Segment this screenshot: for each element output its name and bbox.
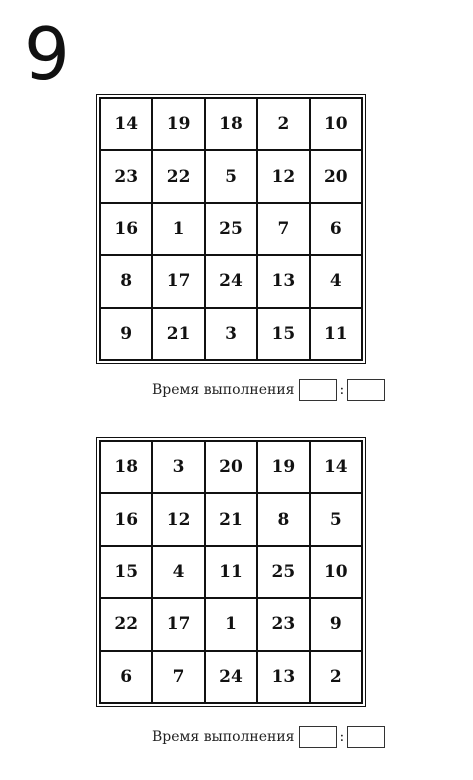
table-cell: 23 bbox=[101, 151, 153, 203]
table-cell: 1 bbox=[153, 204, 205, 256]
seconds-input-box[interactable] bbox=[347, 379, 385, 401]
table-cell: 18 bbox=[101, 442, 153, 494]
table-cell: 9 bbox=[101, 309, 153, 361]
table-cell: 16 bbox=[101, 494, 153, 546]
table-grid bbox=[99, 97, 363, 361]
table-cell: 18 bbox=[206, 99, 258, 151]
table-cell: 8 bbox=[101, 256, 153, 308]
table-cell: 7 bbox=[153, 652, 205, 704]
table-cell: 20 bbox=[206, 442, 258, 494]
table-cell: 3 bbox=[206, 309, 258, 361]
table-cell: 6 bbox=[311, 204, 363, 256]
table-cell: 4 bbox=[311, 256, 363, 308]
table-cell: 24 bbox=[206, 256, 258, 308]
table-cell: 22 bbox=[153, 151, 205, 203]
table-cell: 3 bbox=[153, 442, 205, 494]
table-cell: 13 bbox=[258, 652, 310, 704]
table-cell: 19 bbox=[153, 99, 205, 151]
minutes-input-box[interactable] bbox=[299, 379, 337, 401]
table-cell: 5 bbox=[311, 494, 363, 546]
table-cell: 16 bbox=[101, 204, 153, 256]
table-cell: 25 bbox=[206, 204, 258, 256]
table-grid bbox=[99, 440, 363, 704]
table-cell: 14 bbox=[101, 99, 153, 151]
table-cell: 17 bbox=[153, 599, 205, 651]
table-cell: 12 bbox=[258, 151, 310, 203]
table-cell: 4 bbox=[153, 547, 205, 599]
table-cell: 19 bbox=[258, 442, 310, 494]
seconds-input-box[interactable] bbox=[347, 726, 385, 748]
table-cell: 11 bbox=[311, 309, 363, 361]
table-cell: 11 bbox=[206, 547, 258, 599]
minutes-input-box[interactable] bbox=[299, 726, 337, 748]
table-cell: 2 bbox=[258, 99, 310, 151]
table-cell: 14 bbox=[311, 442, 363, 494]
table-cell: 24 bbox=[206, 652, 258, 704]
completion-time-row-1 bbox=[152, 378, 385, 402]
table-cell: 13 bbox=[258, 256, 310, 308]
table-cell: 23 bbox=[258, 599, 310, 651]
table-cell: 8 bbox=[258, 494, 310, 546]
table-cell: 2 bbox=[311, 652, 363, 704]
time-separator: : bbox=[339, 382, 345, 398]
table-cell: 12 bbox=[153, 494, 205, 546]
completion-time-row-2 bbox=[152, 725, 385, 749]
table-cell: 10 bbox=[311, 99, 363, 151]
table-cell: 1 bbox=[206, 599, 258, 651]
completion-time-label: Время выполнения bbox=[152, 382, 295, 398]
schulte-table-2 bbox=[96, 437, 366, 707]
table-cell: 7 bbox=[258, 204, 310, 256]
schulte-table-1 bbox=[96, 94, 366, 364]
table-cell: 15 bbox=[258, 309, 310, 361]
time-separator: : bbox=[339, 729, 345, 745]
table-cell: 21 bbox=[206, 494, 258, 546]
table-cell: 25 bbox=[258, 547, 310, 599]
table-cell: 5 bbox=[206, 151, 258, 203]
table-cell: 17 bbox=[153, 256, 205, 308]
table-cell: 20 bbox=[311, 151, 363, 203]
page-number: 9 bbox=[24, 12, 70, 96]
table-cell: 15 bbox=[101, 547, 153, 599]
table-cell: 9 bbox=[311, 599, 363, 651]
table-cell: 21 bbox=[153, 309, 205, 361]
table-cell: 6 bbox=[101, 652, 153, 704]
table-cell: 22 bbox=[101, 599, 153, 651]
table-cell: 10 bbox=[311, 547, 363, 599]
completion-time-label: Время выполнения bbox=[152, 729, 295, 745]
